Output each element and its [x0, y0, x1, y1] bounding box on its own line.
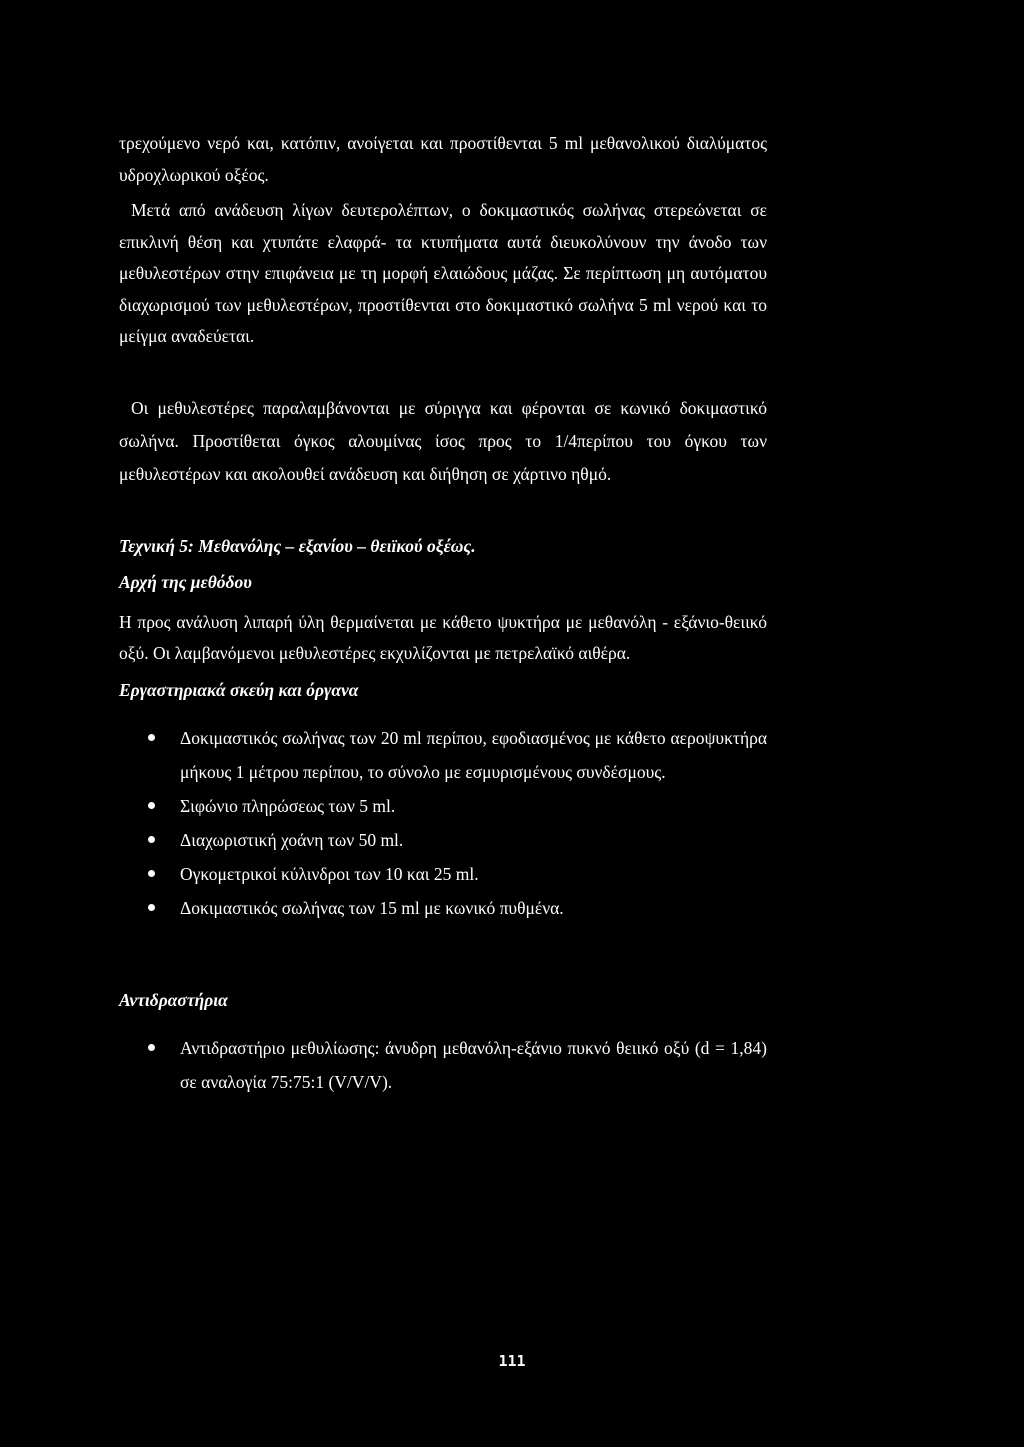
- equipment-list: [119, 721, 767, 925]
- equipment-item-text: Δοκιμαστικός σωλήνας των 15 ml με κωνικό πυθμένα.: [180, 898, 564, 918]
- list-item: [119, 891, 767, 925]
- reagents-heading: Αντιδραστήρια: [119, 990, 228, 1010]
- technique-heading: Τεχνική 5: Μεθανόλης – εξανίου – θειϊκού οξέως.: [119, 535, 476, 556]
- equipment-item-text: Διαχωριστική χοάνη των 50 ml.: [180, 830, 404, 850]
- bullet-icon: [148, 802, 155, 809]
- list-item: [119, 1031, 767, 1099]
- list-item: [119, 857, 767, 891]
- paragraph-agitation: Μετά από ανάδευση λίγων δευτερολέπτων, ο δοκιμαστικός σωλήνας στερεώνεται σε επικλινή θέση και χτυπάτε ελαφρά- τα κτυπήματα αυτά διευκολύνουν την άνοδο των μεθυλεστέρων στην επιφάνεια με τη μορφή ελαιώδους μάζας. Σε περίπτωση μη αυτόματου διαχωρισμού των μεθυλεστέρων, προστίθενται στο δοκιμαστικό σωλήνα 5 ml νερού και το μείγμα αναδεύεται.: [119, 200, 767, 346]
- paragraph-syringe: Οι μεθυλεστέρες παραλαμβάνονται με σύριγγα και φέρονται σε κωνικό δοκιμαστικό σωλήνα. Προστίθεται όγκος αλουμίνας ίσος προς το 1/4περίπου του όγκου των μεθυλεστέρων και ακολουθεί ανάδευση και διήθηση σε χάρτινο ηθμό.: [119, 397, 767, 484]
- bullet-icon: [148, 734, 155, 741]
- page-content: [119, 128, 767, 1099]
- equipment-heading: Εργαστηριακά σκεύη και όργανα: [119, 679, 359, 700]
- bullet-icon: [148, 836, 155, 843]
- equipment-item-text: Ογκομετρικοί κύλινδροι των 10 και 25 ml.: [180, 864, 479, 884]
- equipment-item-text: Σιφώνιο πληρώσεως των 5 ml.: [180, 796, 396, 816]
- list-item: [119, 721, 767, 789]
- reagent-item-text: Αντιδραστήριο μεθυλίωσης: άνυδρη μεθανόλη-εξάνιο πυκνό θειικό οξύ (d = 1,84) σε αναλογία 75:75:1 (V/V/V).: [180, 1037, 767, 1092]
- principle-paragraph: Η προς ανάλυση λιπαρή ύλη θερμαίνεται με κάθετο ψυκτήρα με μεθανόλη - εξάνιο-θειικό οξύ. Οι λαμβανόμενοι μεθυλεστέρες εκχυλίζονται με πετρελαϊκό αιθέρα.: [119, 611, 767, 663]
- bullet-icon: [148, 870, 155, 877]
- page-number: 111: [498, 1352, 526, 1370]
- list-item: [119, 789, 767, 823]
- paragraph-continuation: τρεχούμενο νερό και, κατόπιν, ανοίγεται και προστίθενται 5 ml μεθανολικού διαλύματος υδροχλωρικού οξέος.: [119, 133, 767, 185]
- list-item: [119, 823, 767, 857]
- principle-heading: Αρχή της μεθόδου: [119, 572, 252, 592]
- bullet-icon: [148, 904, 155, 911]
- equipment-item-text: Δοκιμαστικός σωλήνας των 20 ml περίπου, εφοδιασμένος με κάθετο αεροψυκτήρα μήκους 1 μέτρου περίπου, το σύνολο με εσμυρισμένους συνδέσμους.: [180, 728, 767, 782]
- bullet-icon: [148, 1044, 155, 1051]
- reagents-list: [119, 1031, 767, 1099]
